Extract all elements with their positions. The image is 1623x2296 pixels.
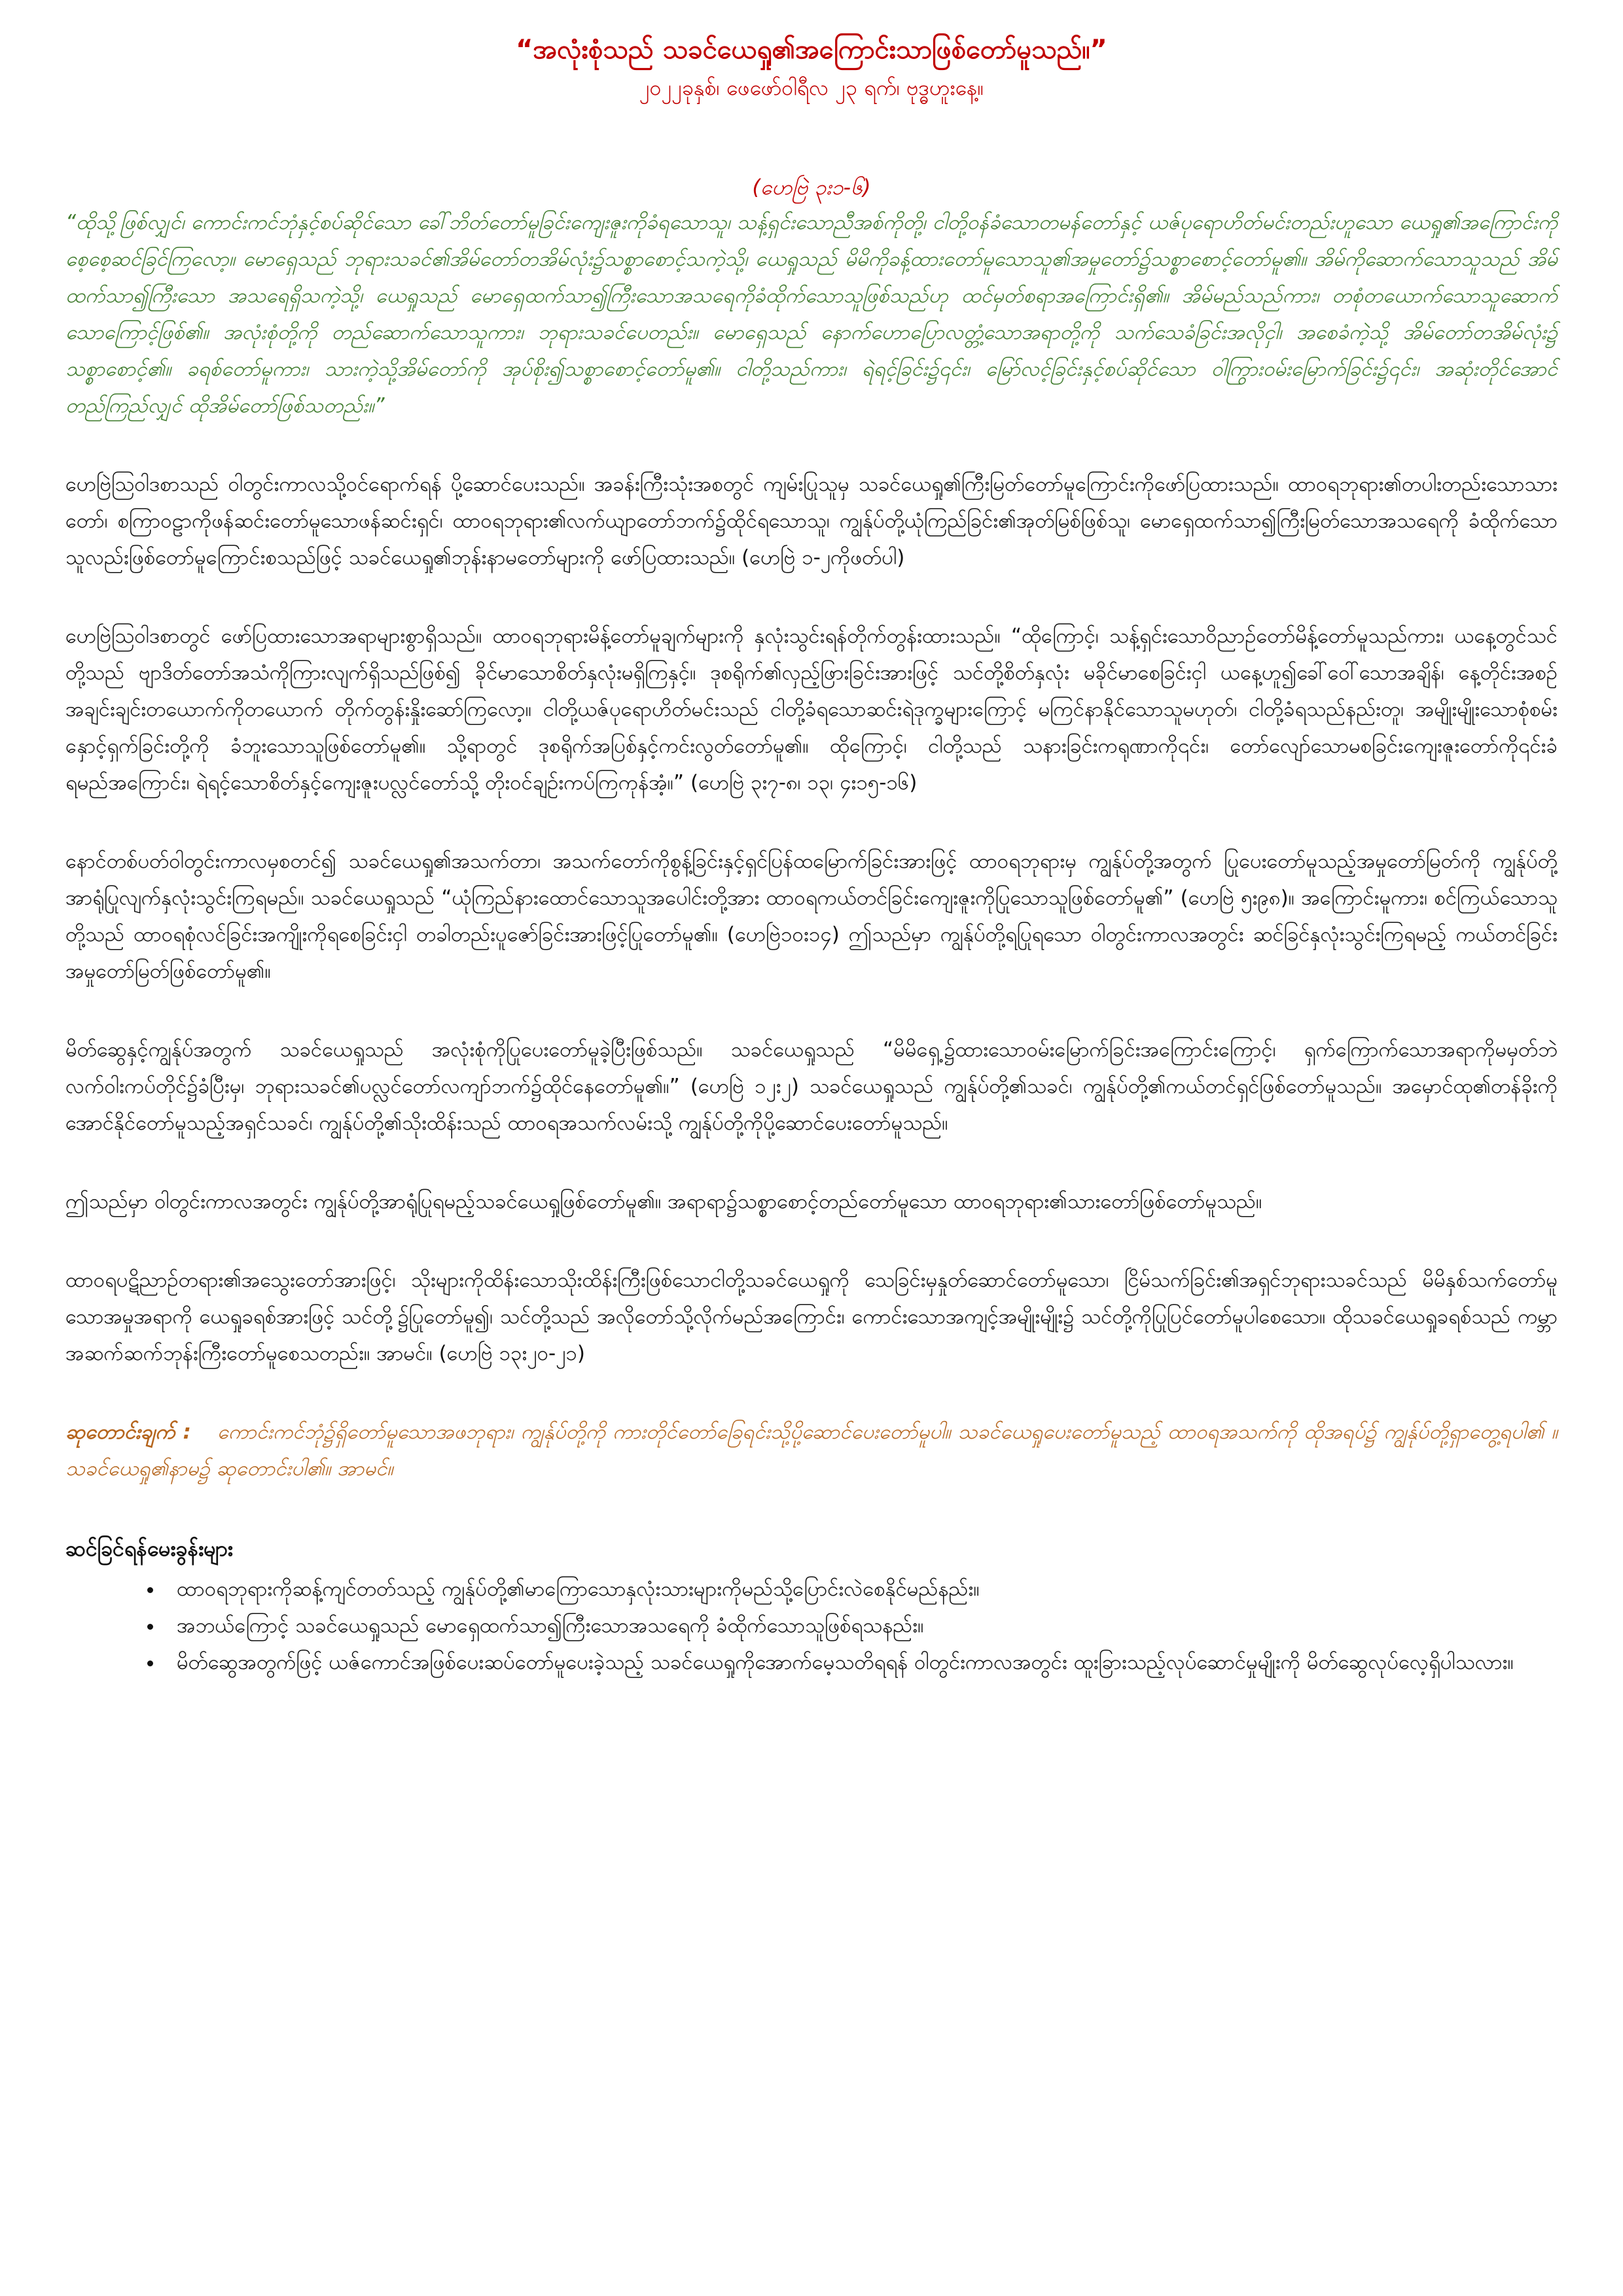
body-paragraph-2: ဟေဗြဲသြဝါဒစာတွင် ဖော်ပြထားသောအရာများစွာရှိသည်။ ထာဝရဘုရားမိန့်တော်မူချက်များကို နှလုံးသွင်းရန်တိုက်တွန်းထားသည်။ “ထိုကြောင့်၊ သန့်ရှင်းသောဝိညာဉ်တော်မိန့်တော်မူသည်ကား၊ ယနေ့တွင်သင်တို့သည် ဗျာဒိတ်တော်အသံကိုကြားလျက်ရှိသည်ဖြစ်၍ ခိုင်မာသောစိတ်နှလုံးမရှိကြနှင့်။ ဒုစရိုက်၏လှည့်ဖြားခြင်းအားဖြင့် သင်တို့စိတ်နှလုံး မခိုင်မာစေခြင်းငှါ ယနေ့ဟူ၍ခေါ်ဝေါ်သောအချိန်၊ နေ့တိုင်းအစဉ်အချင်းချင်းတယောက်ကိုတယောက် တိုက်တွန်းနှိုးဆော်ကြလော့။ ငါတို့ယဇ်ပုရောဟိတ်မင်းသည် ငါတို့ခံရသောဆင်းရဲဒုက္ခများကြောင့် မကြင်နာနိုင်သောသူမဟုတ်၊ ငါတို့ခံရသည်နည်းတူ၊ အမျိုးမျိုးသောစုံစမ်းနှောင့်ရှက်ခြင်းတို့ကို ခံဘူးသောသူဖြစ်တော်မူ၏။ သို့ရာတွင် ဒုစရိုက်အပြစ်နှင့်ကင်းလွတ်တော်မူ၏။ ထိုကြောင့်၊ ငါတို့သည် သနားခြင်းကရုဏာကို၎င်း၊ တော်လျော်သောမစခြင်းကျေးဇူးတော်ကို၎င်းခံရမည်အကြောင်း၊ ရဲရင့်သောစိတ်နှင့်ကျေးဇူးပလ္လင်တော်သို့ တိုးဝင်ချဉ်းကပ်ကြကုန်အံ့။” (ဟေဗြဲ ၃း၇-၈၊ ၁၃၊ ၄း၁၅-၁၆) — [65, 624, 1558, 795]
scripture-reference: (ဟေဗြဲ ၃း၁-၆) — [752, 175, 871, 200]
prayer-label-text: ဆုတောင်းချက် — [65, 1420, 175, 1444]
question-item-1: • ထာဝရဘုရားကိုဆန့်ကျင်တတ်သည့် ကျွန်ုပ်တို့၏မာကြောသောနှလုံးသားများကိုမည်သို့ပြောင်းလဲစေနိုင်မည်နည်း။ — [164, 1571, 1558, 1607]
question-item-3: • မိတ်ဆွေအတွက်ဖြင့် ယဇ်ကောင်အဖြစ်ပေးဆပ်တော်မူပေးခဲ့သည့် သခင်ယေရှုကိုအောက်မေ့သတိရရန် ဝါတွင်းကာလအတွင်း ထူးခြားသည့်လုပ်ဆောင်မှုမျိုးကို မိတ်ဆွေလုပ်လေ့ရှိပါသလား။ — [164, 1644, 1558, 1681]
prayer-separator: : — [183, 1420, 191, 1444]
question-item-2: • အဘယ်ကြောင့် သခင်ယေရှုသည် မောရှေထက်သာ၍ကြီးသောအသရေကို ခံထိုက်သောသူဖြစ်ရသနည်း။ — [164, 1607, 1558, 1644]
prayer-label — [65, 1420, 191, 1444]
prayer-block — [65, 1414, 1558, 1487]
prayer-text: ကောင်းကင်ဘုံ၌ရှိတော်မူသောအဖဘုရား၊ ကျွန်ုပ်တို့ကို ကားတိုင်တော်ခြေရင်းသို့ပို့ဆောင်ပေးတော်မူပါ။ သခင်ယေရှုပေးတော်မူသည့် ထာဝရအသက်ကို ထိုအရပ်၌ ကျွန်ုပ်တို့ရှာတွေ့ရပါ၏ ။ သခင်ယေရှု၏နာမ၌ ဆုတောင်းပါ၏။ အာမင်။ — [65, 1420, 1558, 1480]
document-page — [65, 30, 1558, 1681]
questions-list — [65, 1571, 1558, 1681]
document-title: “အလုံးစုံသည် သခင်ယေရှု၏အကြောင်းသာဖြစ်တော်မူသည်။” — [516, 35, 1107, 65]
body-paragraph-4: မိတ်ဆွေနှင့်ကျွန်ုပ်အတွက် သခင်ယေရှုသည် အလုံးစုံကိုပြုပေးတော်မူခဲ့ပြီးဖြစ်သည်။ သခင်ယေရှုသည် “မိမိရှေ့၌ထားသောဝမ်းမြောက်ခြင်းအကြောင်းကြောင့်၊ ရှက်ကြောက်သောအရာကိုမမှတ်ဘဲ လက်ဝါးကပ်တိုင်၌ခံပြီးမှ၊ ဘုရားသခင်၏ပလ္လင်တော်လကျာ်ဘက်၌ထိုင်နေတော်မူ၏။” (ဟေဗြဲ ၁၂း၂) သခင်ယေရှုသည် ကျွန်ုပ်တို့၏သခင်၊ ကျွန်ုပ်တို့၏ကယ်တင်ရှင်ဖြစ်တော်မူသည်။ အမှောင်ထု၏တန်ခိုးကို အောင်နိုင်တော်မူသည့်အရှင်သခင်၊ ကျွန်ုပ်တို့၏သိုးထိန်းသည် ထာဝရအသက်လမ်းသို့ ကျွန်ုပ်တို့ကိုပို့ဆောင်ပေးတော်မူသည်။ — [65, 1038, 1558, 1135]
body-paragraph-6: ထာဝရပဋိညာဉ်တရား၏အသွေးတော်အားဖြင့်၊ သိုးများကိုထိန်းသောသိုးထိန်းကြီးဖြစ်သောငါတို့သခင်ယေရှုကို သေခြင်းမှနှုတ်ဆောင်တော်မူသော၊ ငြိမ်သက်ခြင်း၏အရှင်ဘုရားသခင်သည် မိမိနှစ်သက်တော်မူသောအမှုအရာကို ယေရှုခရစ်အားဖြင့် သင်တို့၌ပြုတော်မူ၍၊ သင်တို့သည် အလိုတော်သို့လိုက်မည်အကြောင်း၊ ကောင်းသောအကျင့်အမျိုးမျိုး၌ သင်တို့ကိုပြုပြင်တော်မူပါစေသော။ ထိုသခင်ယေရှုခရစ်သည် ကမ္ဘာအဆက်ဆက်ဘုန်းကြီးတော်မူစေသတည်း။ အာမင်။ (ဟေဗြဲ ၁၃း၂၀-၂၁) — [65, 1268, 1558, 1365]
body-paragraph-3: နောင်တစ်ပတ်ဝါတွင်းကာလမှစတင်၍ သခင်ယေရှု၏အသက်တာ၊ အသက်တော်ကိုစွန့်ခြင်းနှင့်ရှင်ပြန်ထမြောက်ခြင်းအားဖြင့် ထာဝရဘုရားမှ ကျွန်ုပ်တို့အတွက် ပြုပေးတော်မူသည့်အမှုတော်မြတ်ကို ကျွန်ုပ်တို့အာရုံပြုလျက်နှလုံးသွင်းကြရမည်။ သခင်ယေရှုသည် “ယုံကြည်နားထောင်သောသူအပေါင်းတို့အား ထာဝရကယ်တင်ခြင်းကျေးဇူးကိုပြုသောသူဖြစ်တော်မူ၏” (ဟေဗြဲ ၅း၉၈)။ အကြောင်းမူကား၊ စင်ကြယ်သောသူတို့သည် ထာဝရစုံလင်ခြင်းအကျိုးကိုရစေခြင်းငှါ တခါတည်းပူဇော်ခြင်းအားဖြင့်ပြုတော်မူ၏။ (ဟေဗြဲ၁၀း၁၄) ဤသည်မှာ ကျွန်ုပ်တို့ရပြုရသော ဝါတွင်းကာလအတွင်း ဆင်ခြင်နှလုံးသွင်းကြရမည့် ကယ်တင်ခြင်းအမှုတော်မြတ်ဖြစ်တော်မူ၏။ — [65, 850, 1558, 983]
questions-heading: ဆင်ခြင်ရန်မေးခွန်းများ — [65, 1536, 233, 1561]
body-paragraph-5: ဤသည်မှာ ဝါတွင်းကာလအတွင်း ကျွန်ုပ်တို့အာရုံပြုရမည့်သခင်ယေရှုဖြစ်တော်မူ၏။ အရာရာ၌သစ္စာစောင့်တည်တော်မူသော ထာဝရဘုရား၏သားတော်ဖြစ်တော်မူသည်။ — [65, 1190, 1262, 1213]
body-paragraph-1: ဟေဗြဲသြဝါဒစာသည် ဝါတွင်းကာလသို့ဝင်ရောက်ရန် ပို့ဆောင်ပေးသည်။ အခန်းကြီးသုံးအစတွင် ကျမ်းပြုသူမှ သခင်ယေရှု၏ကြီးမြတ်တော်မူကြောင်းကိုဖော်ပြထားသည်။ ထာဝရဘုရား၏တပါးတည်းသောသားတော်၊ စကြာဝဠာကိုဖန်ဆင်းတော်မူသောဖန်ဆင်းရှင်၊ ထာဝရဘုရား၏လက်ယျာတော်ဘက်၌ထိုင်ရသောသူ၊ ကျွန်ုပ်တို့ယုံကြည်ခြင်း၏အုတ်မြစ်ဖြစ်သူ၊ မောရှေထက်သာ၍ကြီးမြတ်သောအသရေကို ခံထိုက်သောသူလည်းဖြစ်တော်မူကြောင်းစသည်ဖြင့် သခင်ယေရှု၏ဘုန်းနာမတော်များကို ဖော်ပြထားသည်။ (ဟေဗြဲ ၁-၂ကိုဖတ်ပါ) — [65, 473, 1558, 569]
scripture-quote: “ထိုသို့ဖြစ်လျှင်၊ ကောင်းကင်ဘုံနှင့်စပ်ဆိုင်သော ခေါ်ဘိတ်တော်မူခြင်းကျေးဇူးကိုခံရသောသူ၊ သန့်ရှင်းသောညီအစ်ကိုတို့၊ ငါတို့ဝန်ခံသောတမန်တော်နှင့် ယဇ်ပုရောဟိတ်မင်းတည်းဟူသော ယေရှု၏အကြောင်းကို စေ့စေ့ဆင်ခြင်ကြလော့။ မောရှေသည် ဘုရားသခင်၏အိမ်တော်တအိမ်လုံး၌သစ္စာစောင့်သကဲ့သို့၊ ယေရှုသည် မိမိကိုခန့်ထားတော်မူသောသူ၏အမှုတော်၌သစ္စာစောင့်တော်မူ၏။ အိမ်ကိုဆောက်သောသူသည် အိမ်ထက်သာ၍ကြီးသော အသရေရှိသကဲ့သို့၊ ယေရှုသည် မောရှေထက်သာ၍ကြီးသောအသရေကိုခံထိုက်သောသူဖြစ်သည်ဟု ထင်မှတ်စရာအကြောင်းရှိ၏။ အိမ်မည်သည်ကား၊ တစုံတယောက်သောသူဆောက်သောကြောင့်ဖြစ်၏။ အလုံးစုံတို့ကို တည်ဆောက်သောသူကား၊ ဘုရားသခင်ပေတည်း။ မောရှေသည် နောက်ဟောပြောလတ္တံ့သောအရာတို့ကို သက်သေခံခြင်းအလိုငှါ၊ အစေခံကဲ့သို့ အိမ်တော်တအိမ်လုံး၌ သစ္စာစောင့်၏။ ခရစ်တော်မူကား၊ သားကဲ့သို့အိမ်တော်ကို အုပ်စိုး၍သစ္စာစောင့်တော်မူ၏။ ငါတို့သည်ကား၊ ရဲရင့်ခြင်း၌၎င်း၊ မြော်လင့်ခြင်းနှင့်စပ်ဆိုင်သော ဝါကြွားဝမ်းမြောက်ခြင်း၌၎င်း၊ အဆုံးတိုင်အောင်တည်ကြည်လျှင် ထိုအိမ်တော်ဖြစ်သတည်း။” — [65, 211, 1558, 418]
document-date: ၂၀၂၂ခုနှစ်၊ ဖေဖော်ဝါရီလ ၂၃ ရက်၊ ဗုဒ္ဓဟူးနေ့။ — [639, 75, 984, 100]
